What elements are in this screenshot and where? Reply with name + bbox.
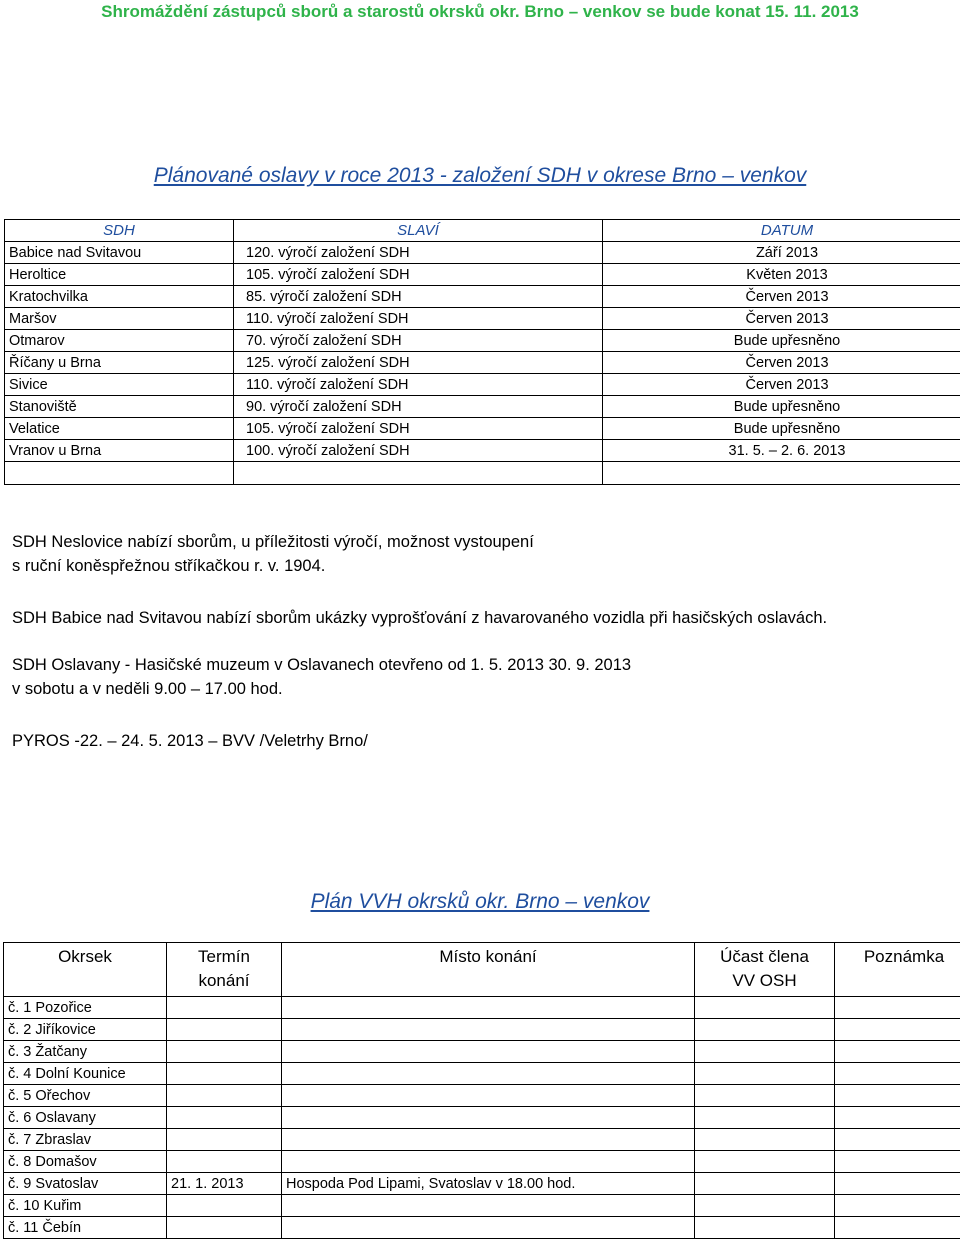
celebration-datum-cell: 31. 5. – 2. 6. 2013	[603, 440, 960, 462]
celebration-slavi-cell: 120. výročí založení SDH	[234, 242, 603, 264]
celebration-slavi-cell: 85. výročí založení SDH	[234, 286, 603, 308]
vvh-misto-cell: Hospoda Pod Lipami, Svatoslav v 18.00 hod.	[282, 1173, 695, 1195]
celebration-slavi-cell: 110. výročí založení SDH	[234, 308, 603, 330]
celebration-sdh-cell: Vranov u Brna	[5, 440, 234, 462]
celebration-sdh-cell: Kratochvilka	[5, 286, 234, 308]
vvh-poznamka-cell	[835, 1107, 960, 1129]
vvh-termin-cell	[167, 1217, 282, 1239]
celebration-datum-cell: Červen 2013	[603, 374, 960, 396]
vvh-row	[4, 1151, 960, 1173]
vvh-okrsek-cell: č. 7 Zbraslav	[4, 1129, 167, 1151]
vvh-misto-cell	[282, 1041, 695, 1063]
celebration-sdh-cell: Stanoviště	[5, 396, 234, 418]
celebration-row-empty	[5, 462, 960, 485]
vvh-okrsek-cell: č. 11 Čebín	[4, 1217, 167, 1239]
celebration-datum-cell: Bude upřesněno	[603, 330, 960, 352]
celebration-sdh-cell: Heroltice	[5, 264, 234, 286]
column-header-slavi: SLAVÍ	[234, 220, 603, 242]
celebration-datum-cell: Bude upřesněno	[603, 396, 960, 418]
notice-oslavany-line2: v sobotu a v neděli 9.00 – 17.00 hod.	[12, 680, 283, 698]
vvh-termin-cell	[167, 1063, 282, 1085]
vvh-termin-cell	[167, 1107, 282, 1129]
vvh-poznamka-cell	[835, 997, 960, 1019]
celebration-datum-cell: Září 2013	[603, 242, 960, 264]
vvh-poznamka-cell	[835, 1041, 960, 1063]
notice-neslovice-line2: s ruční koněspřežnou stříkačkou r. v. 1904.	[12, 557, 326, 575]
vvh-row	[4, 1107, 960, 1129]
column-header-ucast-line2: VV OSH	[732, 971, 797, 990]
vvh-misto-cell	[282, 1151, 695, 1173]
celebration-slavi-cell: 100. výročí založení SDH	[234, 440, 603, 462]
vvh-ucast-cell	[695, 1041, 835, 1063]
vvh-misto-cell	[282, 1107, 695, 1129]
celebration-sdh-cell: Velatice	[5, 418, 234, 440]
vvh-termin-cell	[167, 1085, 282, 1107]
notice-babice: SDH Babice nad Svitavou nabízí sborům ukázky vyprošťování z havarovaného vozidla při hasičských oslavách.	[12, 609, 828, 627]
vvh-termin-cell	[167, 1151, 282, 1173]
column-header-ucast	[695, 943, 835, 997]
celebration-row	[5, 286, 960, 308]
vvh-poznamka-cell	[835, 1173, 960, 1195]
vvh-termin-cell: 21. 1. 2013	[167, 1173, 282, 1195]
vvh-misto-cell	[282, 1195, 695, 1217]
celebration-slavi-cell: 110. výročí založení SDH	[234, 374, 603, 396]
celebration-slavi-cell: 105. výročí založení SDH	[234, 418, 603, 440]
vvh-row	[4, 1217, 960, 1239]
celebration-datum-cell: Červen 2013	[603, 286, 960, 308]
vvh-poznamka-cell	[835, 1129, 960, 1151]
notice-oslavany-line1: SDH Oslavany - Hasičské muzeum v Oslavanech otevřeno od 1. 5. 2013 30. 9. 2013	[12, 656, 632, 674]
vvh-okrsek-cell: č. 4 Dolní Kounice	[4, 1063, 167, 1085]
column-header-poznamka: Poznámka	[835, 943, 960, 997]
vvh-misto-cell	[282, 1063, 695, 1085]
vvh-row	[4, 1173, 960, 1195]
vvh-okrsek-cell: č. 1 Pozořice	[4, 997, 167, 1019]
celebration-sdh-cell: Sivice	[5, 374, 234, 396]
celebration-slavi-cell: 105. výročí založení SDH	[234, 264, 603, 286]
header-title: Shromáždění zástupců sborů a starostů okrsků okr. Brno – venkov se bude konat 15. 11. 2013	[101, 2, 859, 21]
column-header-misto: Místo konání	[282, 943, 695, 997]
vvh-misto-cell	[282, 1217, 695, 1239]
celebration-datum-cell: Červen 2013	[603, 308, 960, 330]
empty-cell	[234, 462, 603, 485]
column-header-okrsek: Okrsek	[4, 943, 167, 997]
celebration-sdh-cell: Babice nad Svitavou	[5, 242, 234, 264]
vvh-termin-cell	[167, 1129, 282, 1151]
column-header-termin-line1: Termín	[198, 947, 250, 966]
celebration-datum-cell: Květen 2013	[603, 264, 960, 286]
vvh-row	[4, 1063, 960, 1085]
vvh-misto-cell	[282, 1129, 695, 1151]
celebration-slavi-cell: 125. výročí založení SDH	[234, 352, 603, 374]
vvh-ucast-cell	[695, 1129, 835, 1151]
vvh-table	[3, 942, 960, 1239]
vvh-misto-cell	[282, 1085, 695, 1107]
vvh-termin-cell	[167, 997, 282, 1019]
celebration-row	[5, 396, 960, 418]
celebration-datum-cell: Bude upřesněno	[603, 418, 960, 440]
vvh-misto-cell	[282, 997, 695, 1019]
vvh-poznamka-cell	[835, 1085, 960, 1107]
vvh-title: Plán VVH okrsků okr. Brno – venkov	[310, 890, 650, 913]
vvh-ucast-cell	[695, 1173, 835, 1195]
vvh-ucast-cell	[695, 1217, 835, 1239]
vvh-termin-cell	[167, 1041, 282, 1063]
vvh-row	[4, 1085, 960, 1107]
celebration-datum-cell: Červen 2013	[603, 352, 960, 374]
notice-oslavany	[12, 653, 912, 701]
celebration-row	[5, 440, 960, 462]
vvh-okrsek-cell: č. 8 Domašov	[4, 1151, 167, 1173]
column-header-termin-line2: konání	[198, 971, 250, 990]
vvh-row	[4, 1041, 960, 1063]
vvh-termin-cell	[167, 1019, 282, 1041]
vvh-poznamka-cell	[835, 1151, 960, 1173]
empty-cell	[603, 462, 960, 485]
vvh-row	[4, 1129, 960, 1151]
vvh-ucast-cell	[695, 1063, 835, 1085]
vvh-row	[4, 1019, 960, 1041]
vvh-ucast-cell	[695, 1085, 835, 1107]
celebration-row	[5, 374, 960, 396]
vvh-ucast-cell	[695, 997, 835, 1019]
notice-neslovice-line1: SDH Neslovice nabízí sborům, u příležitosti výročí, možnost vystoupení	[12, 533, 534, 551]
celebrations-table	[4, 219, 960, 485]
celebrations-title: Plánované oslavy v roce 2013 - založení SDH v okrese Brno – venkov	[153, 164, 807, 187]
notice-pyros: PYROS -22. – 24. 5. 2013 – BVV /Veletrhy Brno/	[12, 732, 368, 750]
column-header-datum: DATUM	[603, 220, 960, 242]
vvh-row	[4, 997, 960, 1019]
vvh-okrsek-cell: č. 3 Žatčany	[4, 1041, 167, 1063]
celebration-row	[5, 352, 960, 374]
vvh-okrsek-cell: č. 9 Svatoslav	[4, 1173, 167, 1195]
vvh-okrsek-cell: č. 5 Ořechov	[4, 1085, 167, 1107]
vvh-okrsek-cell: č. 10 Kuřim	[4, 1195, 167, 1217]
vvh-poznamka-cell	[835, 1019, 960, 1041]
column-header-ucast-line1: Účast člena	[720, 947, 809, 966]
celebration-row	[5, 308, 960, 330]
celebration-row	[5, 264, 960, 286]
vvh-ucast-cell	[695, 1151, 835, 1173]
celebrations-header-row	[5, 220, 960, 242]
celebration-row	[5, 418, 960, 440]
vvh-misto-cell	[282, 1019, 695, 1041]
celebration-row	[5, 242, 960, 264]
celebration-sdh-cell: Maršov	[5, 308, 234, 330]
column-header-sdh: SDH	[5, 220, 234, 242]
vvh-termin-cell	[167, 1195, 282, 1217]
vvh-okrsek-cell: č. 6 Oslavany	[4, 1107, 167, 1129]
notice-neslovice	[12, 530, 912, 578]
vvh-header-row	[4, 943, 960, 997]
vvh-row	[4, 1195, 960, 1217]
celebration-sdh-cell: Říčany u Brna	[5, 352, 234, 374]
vvh-ucast-cell	[695, 1195, 835, 1217]
vvh-poznamka-cell	[835, 1217, 960, 1239]
column-header-termin	[167, 943, 282, 997]
celebration-slavi-cell: 70. výročí založení SDH	[234, 330, 603, 352]
celebration-slavi-cell: 90. výročí založení SDH	[234, 396, 603, 418]
vvh-okrsek-cell: č. 2 Jiříkovice	[4, 1019, 167, 1041]
vvh-ucast-cell	[695, 1107, 835, 1129]
celebration-sdh-cell: Otmarov	[5, 330, 234, 352]
celebration-row	[5, 330, 960, 352]
vvh-poznamka-cell	[835, 1195, 960, 1217]
empty-cell	[5, 462, 234, 485]
vvh-ucast-cell	[695, 1019, 835, 1041]
vvh-poznamka-cell	[835, 1063, 960, 1085]
